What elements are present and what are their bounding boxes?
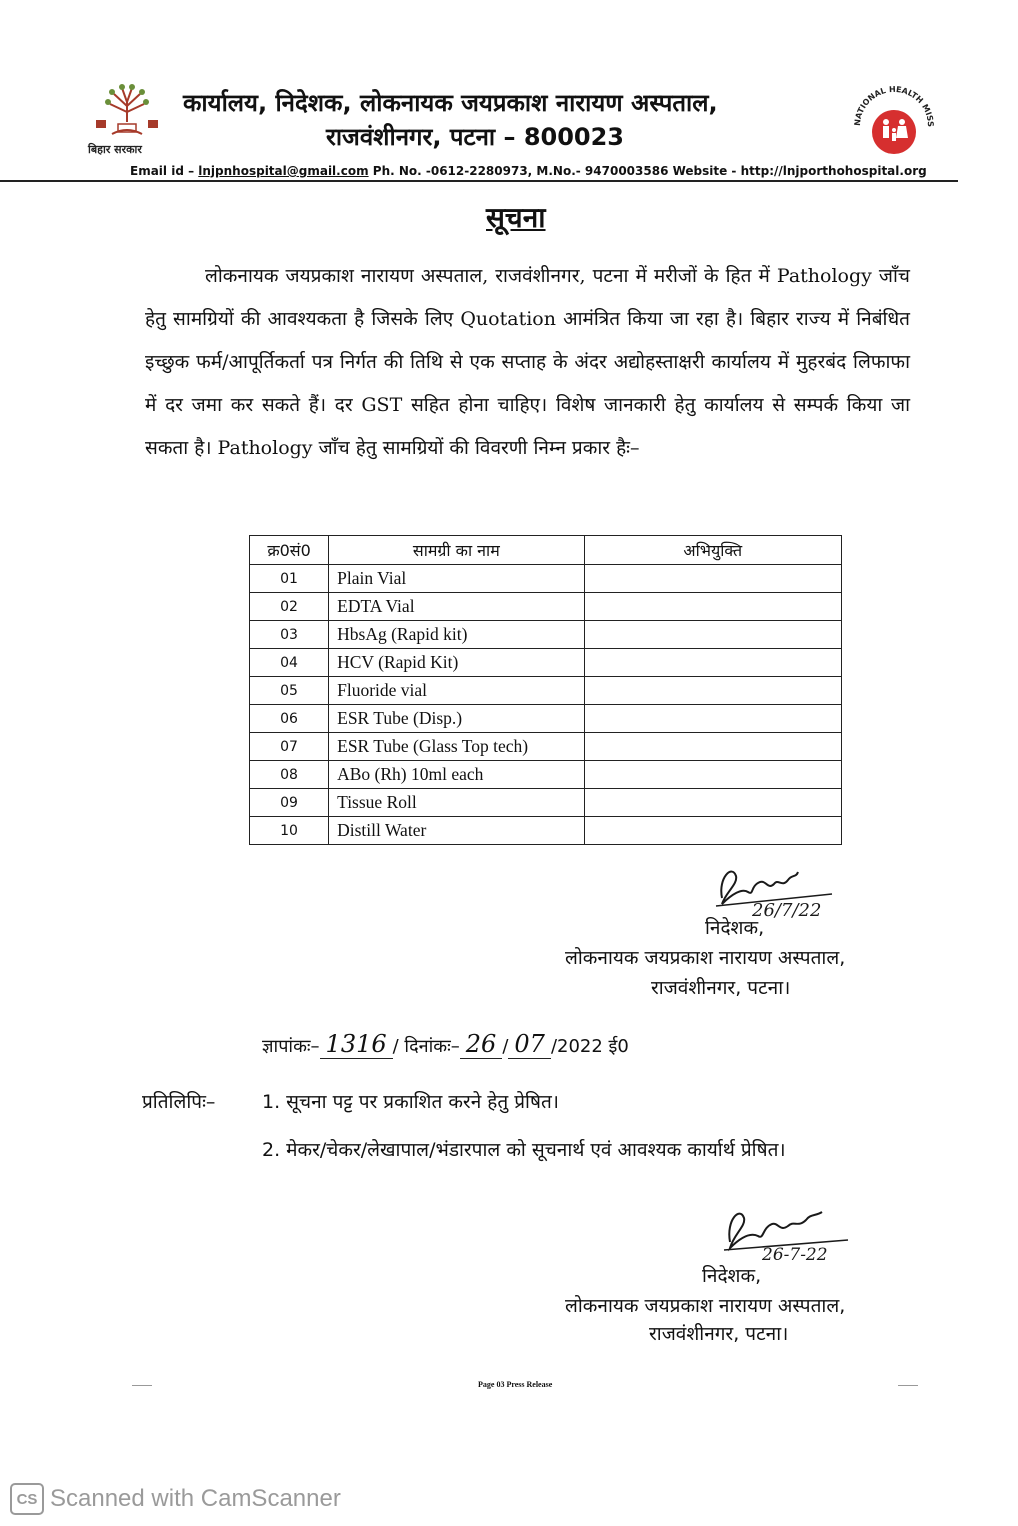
row-serial: 02 [250,593,329,621]
row-serial: 03 [250,621,329,649]
table-row [250,733,842,761]
camscanner-watermark [10,1484,341,1514]
signatory-org-1: लोकनायक जयप्रकाश नारायण अस्पताल, [565,947,846,969]
table-row [250,761,842,789]
row-serial: 09 [250,789,329,817]
camscanner-logo-icon: CS [10,1483,44,1515]
director-signature-1 [712,858,862,918]
date-month: 07 [508,1030,551,1059]
memo-label: ज्ञापांकः– [262,1036,320,1057]
row-item-name: HCV (Rapid Kit) [329,649,584,677]
email-label: Email id – [130,164,199,178]
row-item-name: HbsAg (Rapid kit) [329,621,584,649]
page-footer: Page 03 Press Release [478,1380,553,1389]
office-title-line2: राजवंशीनगर, पटना – 800023 [326,123,625,151]
row-item-name: Fluoride vial [329,677,584,705]
row-item-name: EDTA Vial [329,593,584,621]
copy-label: प्रतिलिपिः– [142,1091,216,1113]
contact-line [130,164,927,178]
row-remark [584,677,841,705]
row-remark [584,649,841,677]
memo-line: ज्ञापांकः– 1316 / दिनांकः– 26 / 07 /2022 ई0 [262,1030,629,1058]
items-table [249,535,842,845]
header-serial: क्र0सं0 [250,536,329,565]
row-remark [584,621,841,649]
row-item-name: Distill Water [329,817,584,845]
svg-text:26-7-22: 26-7-22 [762,1245,828,1262]
email-link[interactable]: lnjpnhospital@gmail.com [198,164,369,178]
bihar-sarkar-caption: बिहार सरकार [88,143,142,156]
office-title-line1: कार्यालय, निदेशक, लोकनायक जयप्रकाश नारायण अस्पताल, [183,89,718,117]
table-row [250,789,842,817]
row-item-name: ABo (Rh) 10ml each [329,761,584,789]
director-signature-2 [718,1200,888,1262]
table-row [250,649,842,677]
notice-body: लोकनायक जयप्रकाश नारायण अस्पताल, राजवंशीनगर, पटना में मरीजों के हित में Pathology जाँच हेतु सामग्रियों की आवश्यकता है जिसके लिए Quotation आमंत्रित किया जा रहा है। बिहार राज्य में निबंधित इच्छुक फर्म/आपूर्तिकर्ता पत्र निर्गत की तिथि से एक सप्ताह के अंदर अद्योहस्ताक्षरी कार्यालय में मुहरबंद लिफाफा में दर जमा कर सकते हैं। दर GST सहित होना चाहिए। विशेष जानकारी हेतु कार्यालय से सम्पर्क किया जा सकता है। Pathology जाँच हेतु सामग्रियों की विवरणी निम्न प्रकार हैः– [145,265,910,459]
row-serial: 04 [250,649,329,677]
row-item-name: Plain Vial [329,565,584,593]
row-item-name: Tissue Roll [329,789,584,817]
date-year: /2022 ई0 [550,1036,629,1057]
header-item-name: सामग्री का नाम [329,536,584,565]
watermark-text: Scanned with CamScanner [50,1485,341,1512]
row-remark [584,565,841,593]
table-row [250,621,842,649]
signatory-address-1: राजवंशीनगर, पटना। [651,977,791,999]
date-day: 26 [460,1030,503,1059]
header-divider [0,180,958,182]
row-serial: 06 [250,705,329,733]
row-serial: 01 [250,565,329,593]
nhm-family-icon [850,82,938,170]
date-label: दिनांकः– [404,1036,460,1057]
row-item-name: ESR Tube (Disp.) [329,705,584,733]
table-row [250,565,842,593]
footer-dash-left [132,1385,152,1386]
footer-dash-right [898,1385,918,1386]
row-remark [584,593,841,621]
row-remark [584,733,841,761]
svg-text:NATIONAL HEALTH MISSION: NATIONAL HEALTH MISS [852,84,936,128]
bodhi-tree-icon [82,82,172,142]
nhm-logo [850,82,938,170]
bihar-emblem-logo [82,82,172,162]
row-serial: 08 [250,761,329,789]
handwritten-signature-icon [718,1200,888,1262]
table-row [250,705,842,733]
row-serial: 05 [250,677,329,705]
header-remark: अभियुक्ति [584,536,841,565]
signatory-designation-1: निदेशक, [705,917,765,939]
row-serial: 07 [250,733,329,761]
table-row [250,593,842,621]
signatory-org-2: लोकनायक जयप्रकाश नारायण अस्पताल, [565,1295,846,1317]
row-remark [584,789,841,817]
phone-website: Ph. No. -0612-2280973, M.No.- 9470003586 Website - http://lnjporthohospital.org [368,164,927,178]
signatory-designation-2: निदेशक, [702,1265,762,1287]
row-serial: 10 [250,817,329,845]
memo-number: 1316 [320,1030,393,1059]
row-remark [584,761,841,789]
table-header-row [250,536,842,565]
table-row [250,677,842,705]
row-remark [584,705,841,733]
handwritten-signature-icon [712,858,862,918]
copy-item-2: 2. मेकर/चेकर/लेखापाल/भंडारपाल को सूचनार्थ एवं आवश्यक कार्यार्थ प्रेषित। [262,1139,786,1161]
copy-item-1: 1. सूचना पट्ट पर प्रकाशित करने हेतु प्रेषित। [262,1091,559,1113]
row-remark [584,817,841,845]
notice-title: सूचना [486,201,546,234]
svg-text:26/7/22: 26/7/22 [752,900,822,918]
row-item-name: ESR Tube (Glass Top tech) [329,733,584,761]
signatory-address-2: राजवंशीनगर, पटना। [649,1323,789,1345]
table-row [250,817,842,845]
